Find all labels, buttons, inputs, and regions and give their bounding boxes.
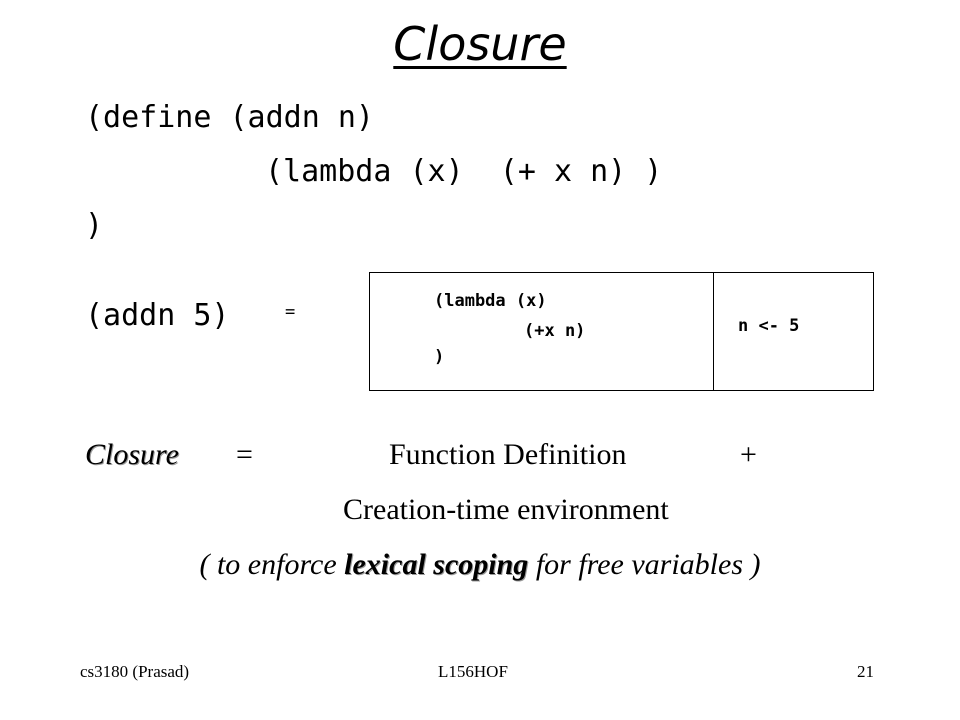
box-lambda-line3: ): [434, 347, 445, 367]
equals-sign: =: [285, 302, 296, 322]
box-environment: n <- 5: [738, 316, 800, 336]
slide-title: [0, 14, 960, 74]
box-lambda-line1: (lambda (x): [434, 291, 547, 311]
scoping-note-suffix: for free variables ): [528, 548, 761, 581]
code-line-define: (define (addn n): [85, 100, 374, 135]
closure-term: Closure: [85, 438, 179, 471]
closure-box-divider: [713, 273, 714, 390]
code-call-addn: (addn 5): [85, 298, 230, 333]
definition-environment: Creation-time environment: [343, 493, 669, 526]
box-lambda-line2: (+x n): [524, 321, 586, 341]
footer-lecture: L156HOF: [438, 662, 508, 681]
definition-function: Function Definition: [389, 438, 627, 471]
scoping-note: [0, 547, 960, 583]
footer-page-number: 21: [857, 662, 874, 681]
scoping-note-emphasis: lexical scoping: [344, 548, 529, 581]
definition-equals: =: [236, 438, 253, 471]
slide-title-text: Closure: [393, 17, 567, 71]
closure-diagram-box: [369, 272, 874, 391]
definition-plus: +: [740, 438, 757, 471]
footer-course: cs3180 (Prasad): [80, 662, 190, 681]
code-line-lambda: (lambda (x) (+ x n) ): [265, 154, 663, 189]
code-line-close: ): [85, 208, 104, 243]
scoping-note-prefix: ( to enforce: [199, 548, 345, 581]
